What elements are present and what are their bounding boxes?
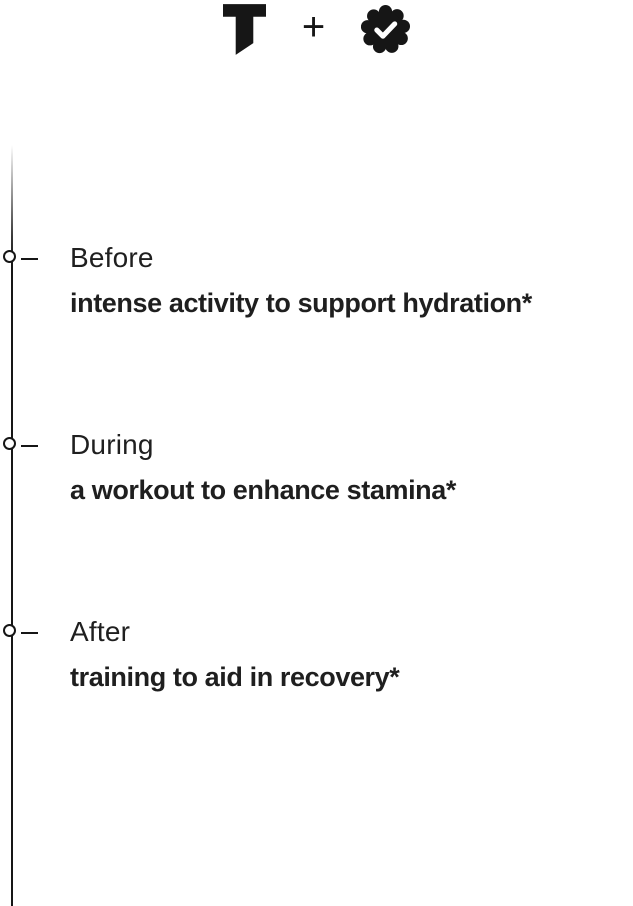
timeline-content [70, 428, 633, 506]
timeline-tick [21, 258, 38, 261]
verified-badge-icon [361, 5, 410, 54]
item-title: Before [70, 242, 154, 273]
timeline-tick [21, 445, 38, 448]
item-description: intense activity to support hydration* [70, 288, 532, 318]
timeline-item-before [0, 241, 633, 319]
item-description: training to aid in recovery* [70, 662, 400, 692]
timeline-tick [21, 632, 38, 635]
plus-sign: + [301, 5, 326, 49]
timeline-item-after [0, 615, 633, 693]
item-title: During [70, 429, 154, 460]
timeline-node-icon [3, 250, 16, 263]
timeline-node-icon [3, 437, 16, 450]
item-description: a workout to enhance stamina* [70, 475, 456, 505]
t-logo-icon [223, 4, 266, 55]
timeline-item-during [0, 428, 633, 506]
timeline-node-icon [3, 624, 16, 637]
brand-lockup [0, 0, 633, 58]
timeline-content [70, 241, 633, 319]
timeline-content [70, 615, 633, 693]
item-title: After [70, 616, 131, 647]
